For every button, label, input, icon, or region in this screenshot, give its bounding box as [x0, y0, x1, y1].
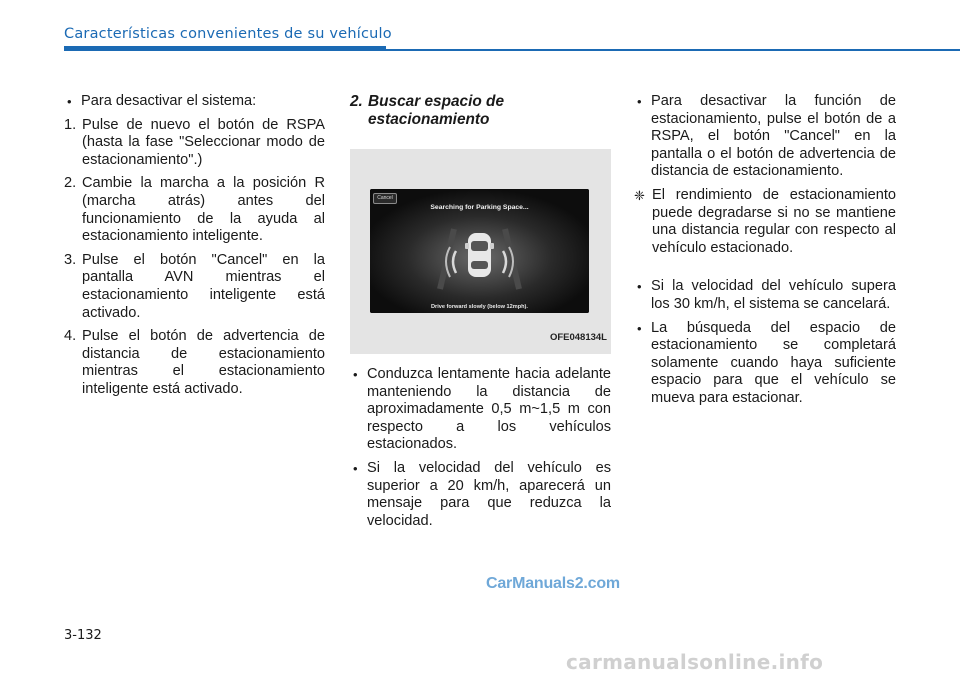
bullet-item — [350, 366, 611, 454]
step-text: Pulse el botón de advertencia de distancia de estacionamiento mientras el estacionamiento inteligente está activado. — [82, 328, 325, 397]
header-rule-thick — [64, 46, 386, 51]
screen-message: Drive forward slowly (below 12mph). — [431, 304, 528, 310]
spacer — [634, 263, 896, 278]
bullet-marker: • — [637, 320, 642, 336]
bullet-marker: • — [637, 279, 642, 295]
section-header-title: Características convenientes de su vehículo — [64, 26, 392, 42]
step-item — [64, 328, 325, 398]
bullet-marker: • — [353, 367, 358, 382]
bullet-text: Si la velocidad del vehículo supera los 30 km/h, el sistema se cancelará. — [651, 278, 896, 312]
column-middle — [350, 93, 611, 536]
step-number: 1. — [64, 116, 77, 133]
step-text: Pulse el botón "Cancel" en la pantalla AVN mientras el estacionamiento inteligente está activado. — [82, 251, 325, 321]
note-marker: ❈ — [634, 187, 645, 203]
footer-watermark: carmanualsonline.info — [566, 650, 824, 674]
step-number: 3. — [64, 251, 77, 268]
step-number: 4. — [64, 328, 77, 345]
bullet-item — [634, 320, 896, 408]
bullet-text: Si la velocidad del vehículo es superior a 20 km/h, aparecerá un mensaje para que reduzca la velocidad. — [367, 459, 611, 529]
column-right — [634, 93, 896, 414]
bullet-item — [634, 278, 896, 313]
step-number: 2. — [64, 175, 77, 192]
step-text: Pulse de nuevo el botón de RSPA (hasta la fase "Seleccionar modo de estacionamiento".) — [82, 116, 325, 168]
bullet-text: Conduzca lentamente hacia adelante manteniendo la distancia de aproximadamente 0,5 m~1,5 m con respecto a los vehículos estacionados. — [367, 366, 611, 453]
bullet-item — [350, 460, 611, 530]
figure-code: OFE048134L — [549, 332, 607, 344]
step-item — [64, 117, 325, 170]
bullet-marker: • — [637, 94, 642, 109]
figure-parking-search — [350, 149, 611, 354]
watermark-link: CarManuals2.com — [486, 575, 620, 592]
bullet-item — [64, 93, 325, 111]
column-left — [64, 93, 325, 405]
step-item — [64, 252, 325, 322]
section-heading — [350, 93, 611, 129]
note-text: El rendimiento de estacionamiento puede degradarse si no se mantiene una distancia regular con respecto al vehículo estacionado. — [652, 186, 896, 256]
bullet-text: Para desactivar la función de estacionamiento, pulse el botón de a RSPA, el botón "Cancel" en la pantalla o el botón de advertencia de distancia de estacionamiento. — [651, 93, 896, 180]
note-item — [634, 187, 896, 257]
bullet-marker: • — [67, 94, 72, 109]
bullet-text: La búsqueda del espacio de estacionamiento se completará solamente cuando haya suficiente espacio para que el vehículo se mueva para estacionar. — [651, 319, 896, 406]
header-rule-thin — [386, 49, 960, 51]
screen-title: Searching for Parking Space... — [430, 204, 529, 211]
screen-cancel-button: Cancel — [373, 193, 397, 204]
bullet-marker: • — [353, 460, 358, 476]
step-text: Cambie la marcha a la posición R (marcha atrás) antes del funcionamiento de la ayuda al estacionamiento inteligente. — [82, 175, 325, 245]
step-item — [64, 175, 325, 245]
section-heading-text: Buscar espacio de estacionamiento — [368, 93, 505, 128]
section-number: 2. — [350, 93, 363, 110]
page-number: 3-132 — [64, 628, 102, 643]
bullet-item — [634, 93, 896, 181]
bullet-text: Para desactivar el sistema: — [81, 93, 257, 109]
avn-screen — [370, 189, 589, 313]
